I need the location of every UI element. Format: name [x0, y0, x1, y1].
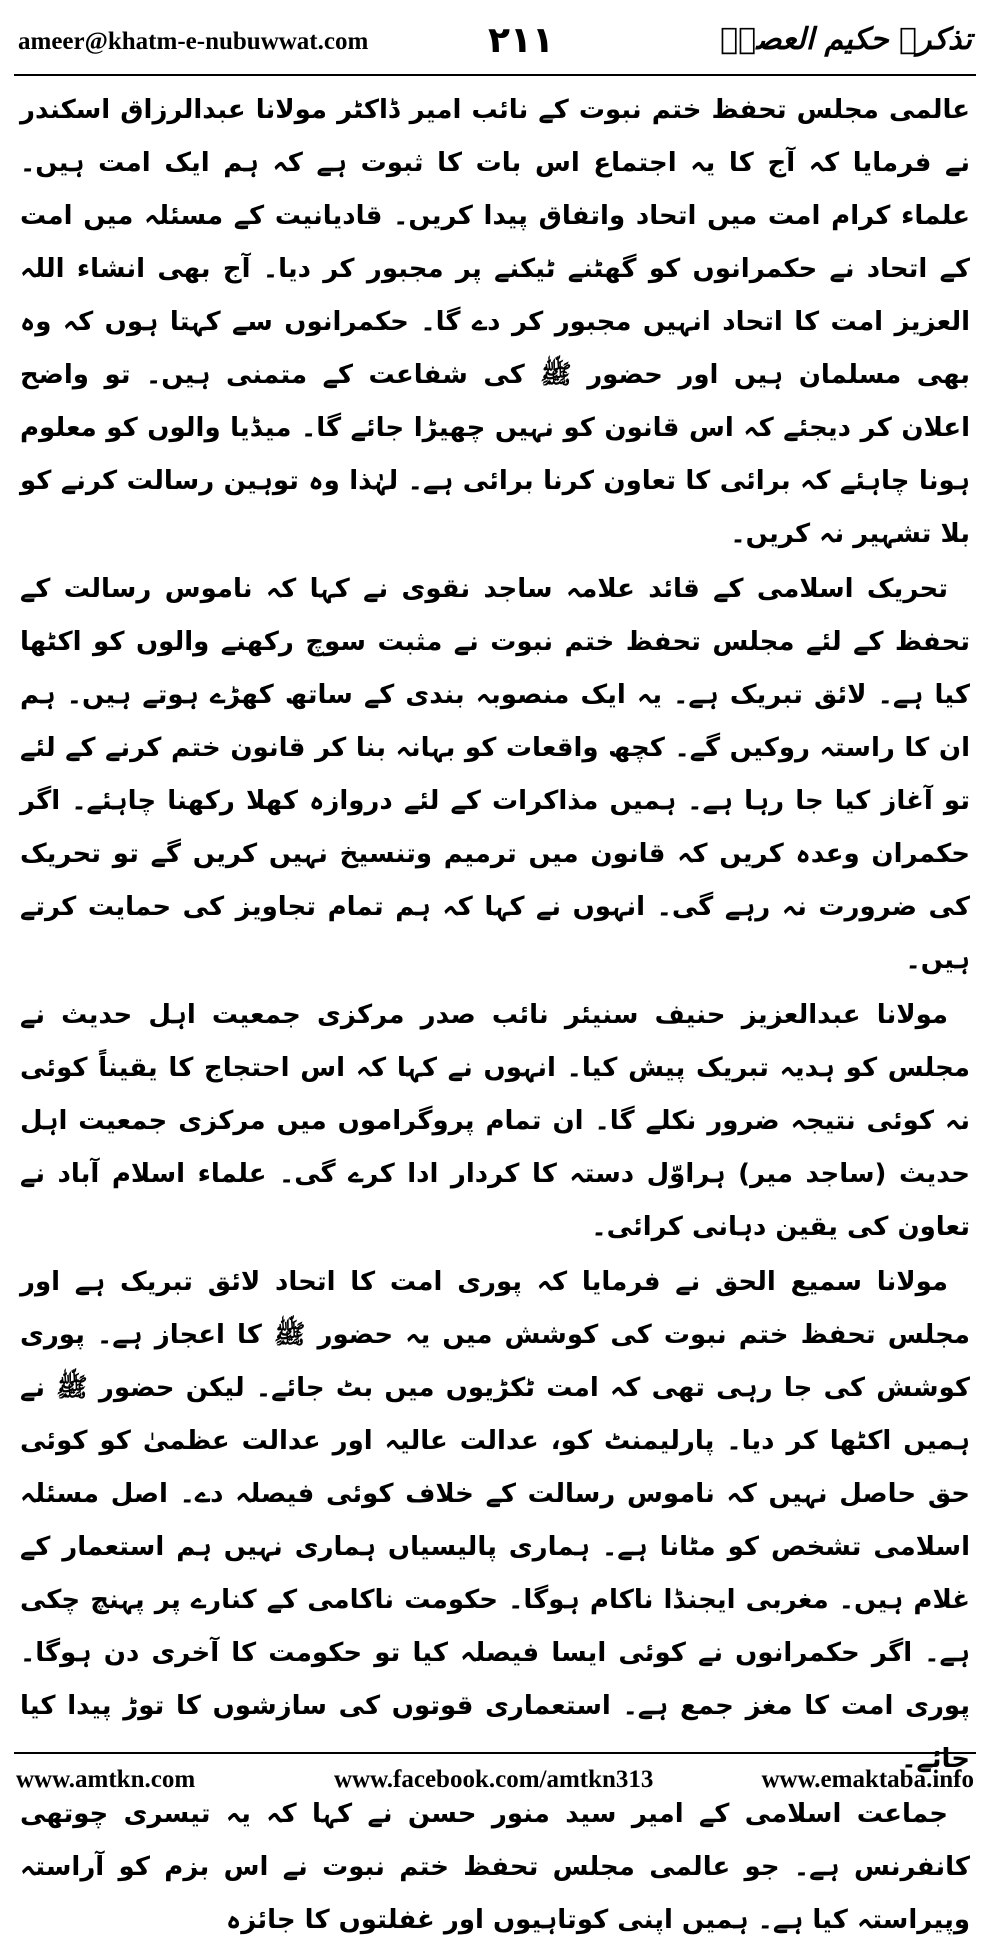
paragraph-text: عالمی مجلس تحفظ ختم نبوت کے نائب امیر ڈاکٹر مولانا عبدالرزاق اسکندر نے فرمایا کہ آج کا یہ اجتماع اس بات کا ثبوت ہے کہ ہم ایک امت ہیں۔ علماء کرام امت میں اتحاد واتفاق پیدا کریں۔ قادیانیت کے مسئلہ میں امت کے اتحاد نے حکمرانوں کو گھٹنے ٹیکنے پر مجبور کر دیا۔ آج بھی انشاء اللہ العزیز امت کا اتحاد انہیں مجبور کر دے گا۔ حکمرانوں سے کہتا ہوں کہ وہ بھی مسلمان ہیں اور حضور ﷺ کی شفاعت کے متمنی ہیں۔ تو واضح اعلان کر دیجئے کہ اس قانون کو نہیں چھیڑا جائے گا۔ میڈیا والوں کو معلوم ہونا چاہئے کہ برائی کا تعاون کرنا برائی ہے۔ لہٰذا وہ توہین رسالت کرنے کو بلا تشہیر نہ کریں۔	[20, 95, 970, 549]
page-number: ۲۱۱	[488, 20, 554, 61]
footer-link-facebook[interactable]: www.facebook.com/amtkn313	[334, 1766, 654, 1793]
page-header	[18, 18, 972, 68]
paragraph-text: جماعت اسلامی کے امیر سید منور حسن نے کہا کہ یہ تیسری چوتھی کانفرنس ہے۔ جو عالمی مجلس تحفظ ختم نبوت نے اس بزم کو آراستہ وپیراستہ کیا ہے۔ ہمیں اپنی کوتاہیوں اور غفلتوں کا جائزہ	[20, 1799, 970, 1935]
paragraph-text: تحریک اسلامی کے قائد علامہ ساجد نقوی نے کہا کہ ناموس رسالت کے تحفظ کے لئے مجلس تحفظ ختم نبوت نے مثبت سوچ رکھنے والوں کو اکٹھا کیا ہے۔ لائق تبریک ہے۔ یہ ایک منصوبہ بندی کے ساتھ کھڑے ہوتے ہیں۔ ہم ان کا راستہ روکیں گے۔ کچھ واقعات کو بہانہ بنا کر قانون ختم کرنے کے لئے تو آغاز کیا جا رہا ہے۔ ہمیں مذاکرات کے لئے دروازہ کھلا رکھنا چاہئے۔ اگر حکمران وعدہ کریں کہ قانون میں ترمیم وتنسیخ نہیں کریں گے تو تحریک کی ضرورت نہ رہے گی۔ انہوں نے کہا کہ ہم تمام تجاویز کی حمایت کرتے ہیں۔	[20, 574, 970, 975]
header-divider	[14, 74, 976, 76]
book-title: تذکرہ حکیم العصرؒ	[720, 22, 972, 57]
header-email: ameer@khatm-e-nubuwwat.com	[18, 28, 369, 55]
paragraph	[20, 1788, 970, 1947]
footer-link-amtkn[interactable]: www.amtkn.com	[16, 1766, 196, 1793]
footer-link-emaktaba[interactable]: www.emaktaba.info	[761, 1766, 974, 1793]
paragraph	[20, 84, 970, 561]
footer-divider	[14, 1752, 976, 1754]
paragraph	[20, 563, 970, 987]
page-footer	[16, 1766, 974, 1800]
paragraph-text: مولانا عبدالعزیز حنیف سنیئر نائب صدر مرکزی جمعیت اہل حدیث نے مجلس کو ہدیہ تبریک پیش کیا۔ انہوں نے کہا کہ اس احتجاج کا یقیناً کوئی نہ کوئی نتیجہ ضرور نکلے گا۔ ان تمام پروگراموں میں مرکزی جمعیت اہل حدیث (ساجد میر) ہراوّل دستہ کا کردار ادا کرے گی۔ علماء اسلام آباد نے تعاون کی یقین دہانی کرائی۔	[20, 1000, 970, 1242]
paragraph-text: مولانا سمیع الحق نے فرمایا کہ پوری امت کا اتحاد لائق تبریک ہے اور مجلس تحفظ ختم نبوت کی کوشش میں یہ حضور ﷺ کا اعجاز ہے۔ پوری کوشش کی جا رہی تھی کہ امت ٹکڑیوں میں بٹ جائے۔ لیکن حضور ﷺ نے ہمیں اکٹھا کر دیا۔ پارلیمنٹ کو، عدالت عالیہ اور عدالت عظمیٰ کو کوئی حق حاصل نہیں کہ ناموس رسالت کے خلاف کوئی فیصلہ دے۔ اصل مسئلہ اسلامی تشخص کو مٹانا ہے۔ ہماری پالیسیاں ہماری نہیں ہم استعمار کے غلام ہیں۔ مغربی ایجنڈا ناکام ہوگا۔ حکومت ناکامی کے کنارے پر پہنچ چکی ہے۔ اگر حکمرانوں نے کوئی ایسا فیصلہ کیا تو حکومت کا آخری دن ہوگا۔ پوری امت کا مغز جمع ہے۔ استعماری قوتوں کی سازشوں کا توڑ پیدا کیا جائے۔	[20, 1267, 970, 1774]
paragraph	[20, 989, 970, 1254]
paragraph	[20, 1256, 970, 1786]
